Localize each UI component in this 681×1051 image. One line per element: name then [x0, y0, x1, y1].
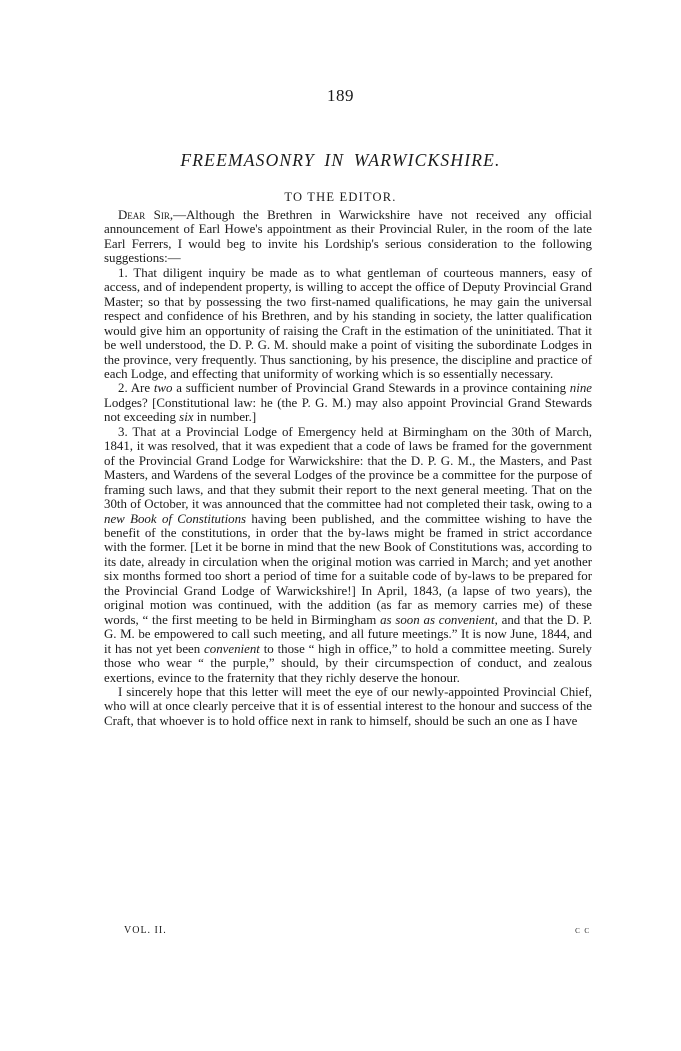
suggestion-2-paragraph: [104, 381, 592, 424]
suggestion-3-emphasis: as soon as convenient: [380, 612, 495, 627]
suggestion-3-text: , and that the D. P. G. M. be empowered to call such meeting, and all future meetings.” It is now June, 1844, and it has not yet been: [104, 612, 592, 656]
letter-intro-paragraph: [104, 208, 592, 266]
suggestion-2-text: 2. Are: [118, 381, 154, 396]
suggestion-2-emphasis: nine: [569, 381, 592, 396]
page-number: 189: [327, 86, 354, 105]
suggestion-2-text: a sufficient number of Provincial Grand Stewards in a province containing: [172, 381, 570, 396]
to-the-editor-heading: TO THE EDITOR.: [284, 190, 397, 204]
signature-mark: c c: [575, 925, 590, 936]
suggestion-3-text: having been published, and the committee wishing to have the benefit of the constitutions, in order that the by-laws might be framed in strict accordance with the former. [Let it be borne in mind that the new Book of Constitutions was, according to its date, already in circulation when the original motion was carried in March; and yet another six months formed too short a period of time for a suitable code of by-laws to be prepared for the Provincial Grand Lodge of Warwickshire!] In April, 1843, (a lapse of two years), the original motion was continued, with the addition (as far as memory carries me) of these words, “ the first meeting to be held in Birmingham: [104, 511, 592, 627]
suggestion-3-emphasis: new Book of Constitutions: [104, 511, 247, 526]
suggestion-3-text: 3. That at a Provincial Lodge of Emergency held at Birmingham on the 30th of March, 1841, it was resolved, that it was expedient that a code of laws be framed for the government of the Provincial Grand Lodge for Warwickshire: that the D. P. G. M., the Masters, and Past Masters, and Wardens of the several Lodges of the province be a committee for the purpose of framing such laws, and that they submit their report to the next general meeting. That on the 30th of October, it was announced that the committee had not completed their task, owing to a: [104, 424, 592, 512]
intro-text: —Although the Brethren in Warwickshire have not received any official announcement of Earl Howe's appointment as their Provincial Ruler, in the room of the late Earl Ferrers, I would beg to invite his Lordship's serious consideration to the following suggestions:—: [104, 208, 592, 266]
suggestion-3-emphasis: convenient: [204, 641, 260, 656]
suggestion-2-text: Lodges? [Constitutional law: he (the P. G. M.) may also appoint Provincial Grand Stewards not exceeding: [104, 395, 592, 425]
suggestion-2-emphasis: two: [153, 381, 173, 396]
suggestion-2-text: in number.]: [193, 410, 257, 425]
volume-label: VOL. II.: [124, 925, 167, 936]
suggestion-3-text: to those “ high in office,” to hold a committee meeting. Surely those who wear “ the purple,” should, by their circumspection of conduct, and zealous exertions, evince to the fraternity that they richly deserve the honour.: [104, 641, 592, 685]
suggestion-2-emphasis: six: [179, 410, 194, 425]
closing-paragraph: I sincerely hope that this letter will meet the eye of our newly-appointed Provincial Chief, who will at once clearly perceive that it is of essential interest to the honour and success of the Craft, that whoever is to hold office next in rank to himself, should be such an one as I have: [104, 684, 592, 728]
salutation: Dear Sir,: [118, 208, 174, 222]
suggestion-1-paragraph: 1. That diligent inquiry be made as to what gentleman of courteous manners, easy of access, and of independent property, is willing to accept the office of Deputy Provincial Grand Master; so that by possessing the two first-named qualifications, he may gain the universal respect and confidence of his Brethren, and by his standing in society, the latter qualification would give him an opportunity of raising the Craft in the estimation of the uninitiated. That it be well understood, the D. P. G. M. should make a point of visiting the subordinate Lodges in the province, very frequently. Thus sanctioning, by his presence, the discipline and practice of each Lodge, and effecting that uniformity of working which is so essentially necessary.: [104, 265, 592, 381]
suggestion-3-paragraph: [104, 425, 592, 685]
article-title: FREEMASONRY IN WARWICKSHIRE.: [180, 150, 501, 170]
letter-body: [104, 208, 592, 728]
